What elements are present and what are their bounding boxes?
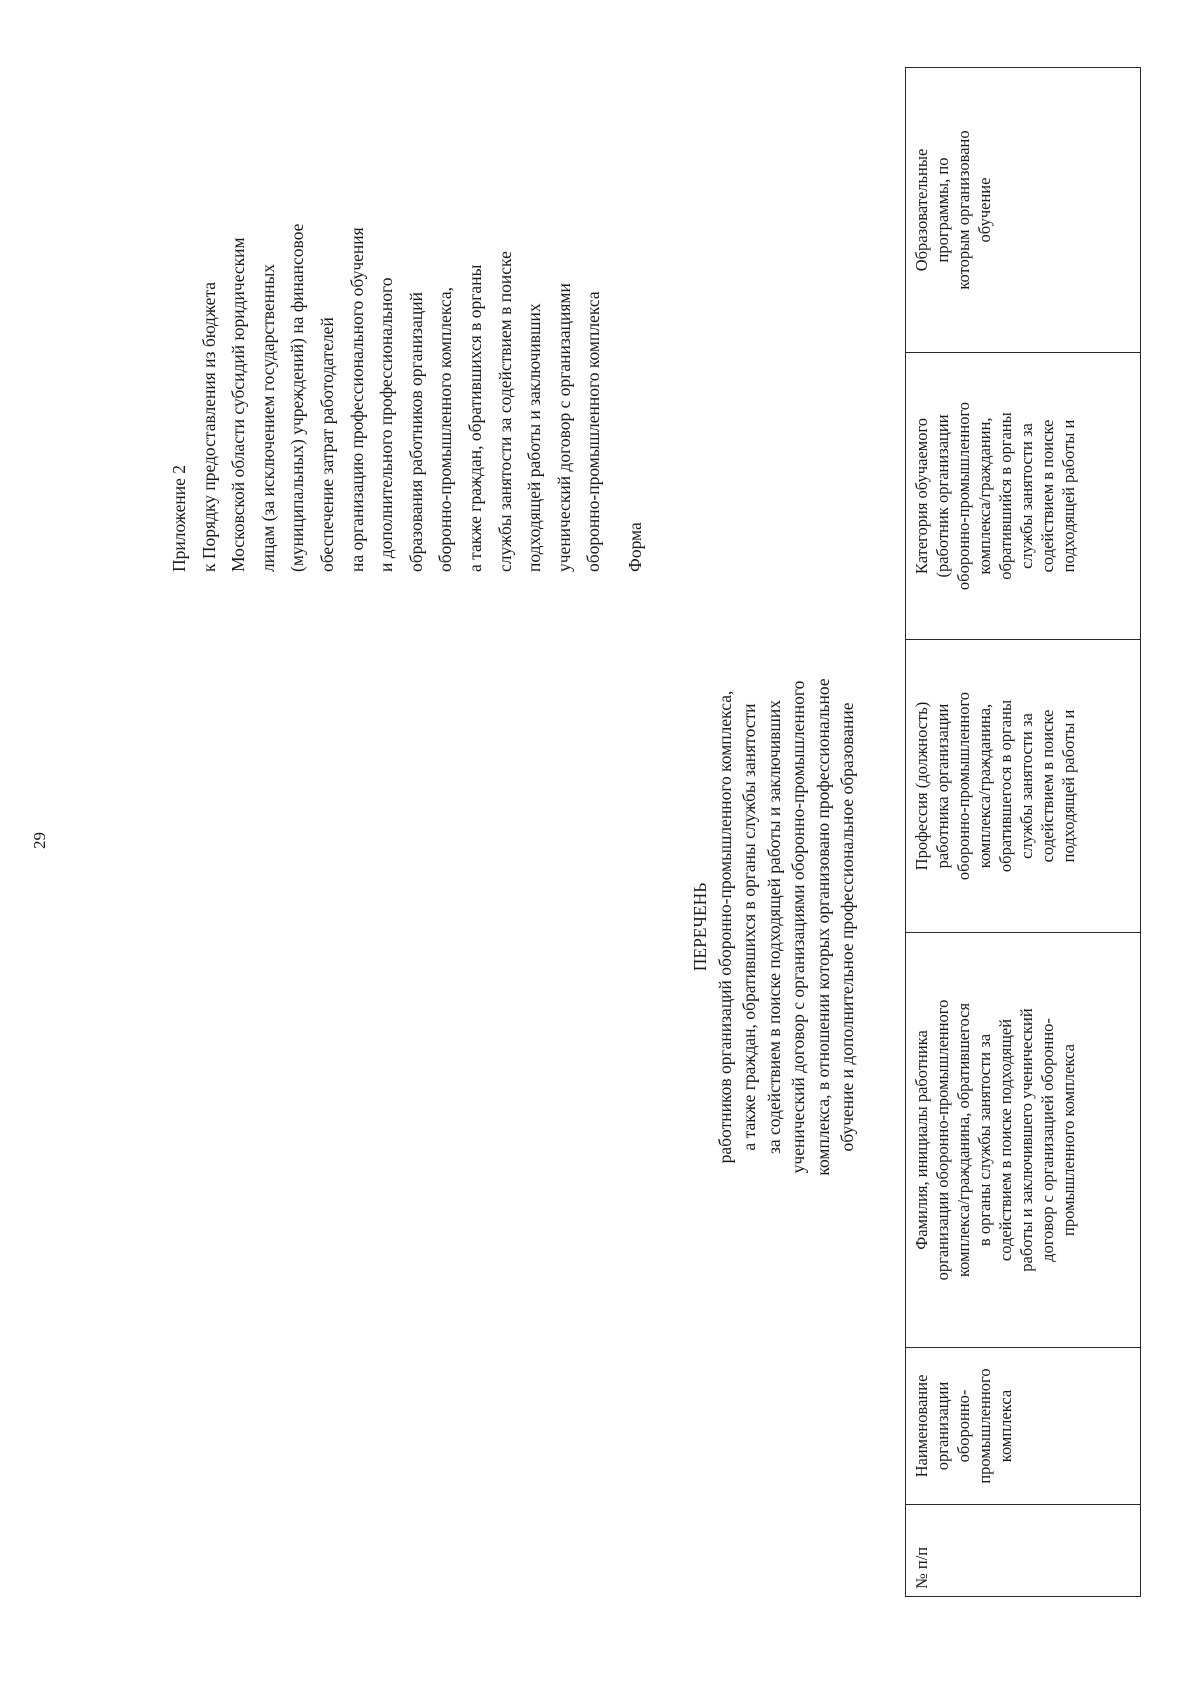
appendix-line: оборонно-промышленного комплекса, xyxy=(435,286,456,572)
appendix-line: подходящей работы и заключивших xyxy=(524,303,545,572)
appendix-line: Московской области субсидий юридическим xyxy=(228,237,249,572)
header-line: службы занятости за xyxy=(1017,713,1036,859)
header-line: Профессия (должность) xyxy=(912,701,931,871)
header-line: содействием в поиске xyxy=(1038,419,1057,573)
header-line: организации xyxy=(933,1381,952,1471)
appendix-line: Приложение 2 xyxy=(169,464,189,572)
header-line: работы и заключившего ученический xyxy=(1017,1008,1036,1272)
header-organization-name xyxy=(906,1348,1141,1505)
header-number xyxy=(906,1505,1141,1597)
title-line: комплекса, в отношении которых организовано профессиональное xyxy=(812,678,833,1176)
appendix-line: а также граждан, обратившихся в органы xyxy=(464,264,485,572)
table-header-row xyxy=(906,68,1141,1597)
title-line: а также граждан, обратившихся в органы службы занятости xyxy=(739,703,759,1151)
header-trainee-category xyxy=(906,353,1141,640)
appendix-line: оборонно-промышленного комплекса xyxy=(583,291,604,572)
title-heading: ПЕРЕЧЕНЬ xyxy=(690,882,710,972)
header-line: оборонно- xyxy=(954,1389,973,1463)
header-line: в органы службы занятости за xyxy=(975,1033,994,1247)
header-line: комплекса xyxy=(996,1389,1015,1463)
header-line: содействием в поиске xyxy=(1038,709,1057,863)
page-number: 29 xyxy=(30,832,49,849)
title-line: обучение и дополнительное профессиональное образование xyxy=(837,702,857,1152)
header-line: Фамилия, инициалы работника xyxy=(912,1030,931,1250)
header-line: оборонно-промышленного xyxy=(954,401,973,591)
header-line: Наименование xyxy=(912,1374,931,1478)
header-line: № п/п xyxy=(912,1546,931,1589)
appendix-note xyxy=(165,27,609,572)
title-line: за содействием в поиске подходящей работы и заключивших xyxy=(763,699,784,1155)
header-line: программы, по xyxy=(933,157,952,263)
appendix-line: к Порядку предоставления из бюджета xyxy=(198,281,219,572)
header-profession xyxy=(906,640,1141,933)
header-line: (работник организации xyxy=(933,414,952,578)
header-line: которым организовано xyxy=(954,130,973,290)
appendix-line: лицам (за исключением государственных xyxy=(257,264,278,572)
header-line: комплекса/гражданина, обратившегося xyxy=(954,1002,973,1278)
appendix-line: обеспечение затрат работодателей xyxy=(316,317,337,572)
header-line: Категория обучаемого xyxy=(912,417,931,575)
header-line: договор с организацией оборонно- xyxy=(1038,1018,1057,1262)
header-line: промышленного xyxy=(975,1368,994,1484)
header-line: комплекса/гражданина, xyxy=(975,703,994,869)
header-line: организации оборонно-промышленного xyxy=(933,999,952,1281)
title-line: ученический договор с организациями оборонно-промышленного xyxy=(788,680,808,1174)
appendix-line: на организацию профессионального обучения xyxy=(346,227,367,572)
header-line: обратившегося в органы xyxy=(996,699,1015,873)
header-educational-programs xyxy=(906,68,1141,353)
header-line: подходящей работы и xyxy=(1059,709,1078,863)
header-line: службы занятости за xyxy=(1017,423,1036,569)
appendix-line: службы занятости за содействием в поиске xyxy=(494,251,515,572)
header-line: Образовательные xyxy=(912,148,931,272)
list-table xyxy=(905,67,1141,1597)
appendix-line: (муниципальных) учреждений) на финансовое xyxy=(287,223,308,572)
header-line: комплекса/гражданин, xyxy=(975,417,994,575)
header-line: обратившийся в органы xyxy=(996,412,1015,580)
header-line: работника организации xyxy=(933,703,952,869)
header-line: обучение xyxy=(975,177,994,243)
title-line: работников организаций оборонно-промышленного комплекса, xyxy=(714,690,735,1164)
form-label: Форма xyxy=(625,522,645,572)
header-line: оборонно-промышленного xyxy=(954,691,973,881)
header-line: содействием в поиске подходящей xyxy=(996,1018,1015,1262)
appendix-line: ученический договор с организациями xyxy=(553,283,574,572)
header-full-name xyxy=(906,933,1141,1348)
header-line: промышленного комплекса xyxy=(1059,1044,1078,1236)
header-line: подходящей работы и xyxy=(1059,419,1078,573)
document-title xyxy=(688,517,860,1337)
appendix-line: и дополнительного профессионального xyxy=(376,277,397,572)
appendix-line: образования работников организаций xyxy=(405,292,426,572)
